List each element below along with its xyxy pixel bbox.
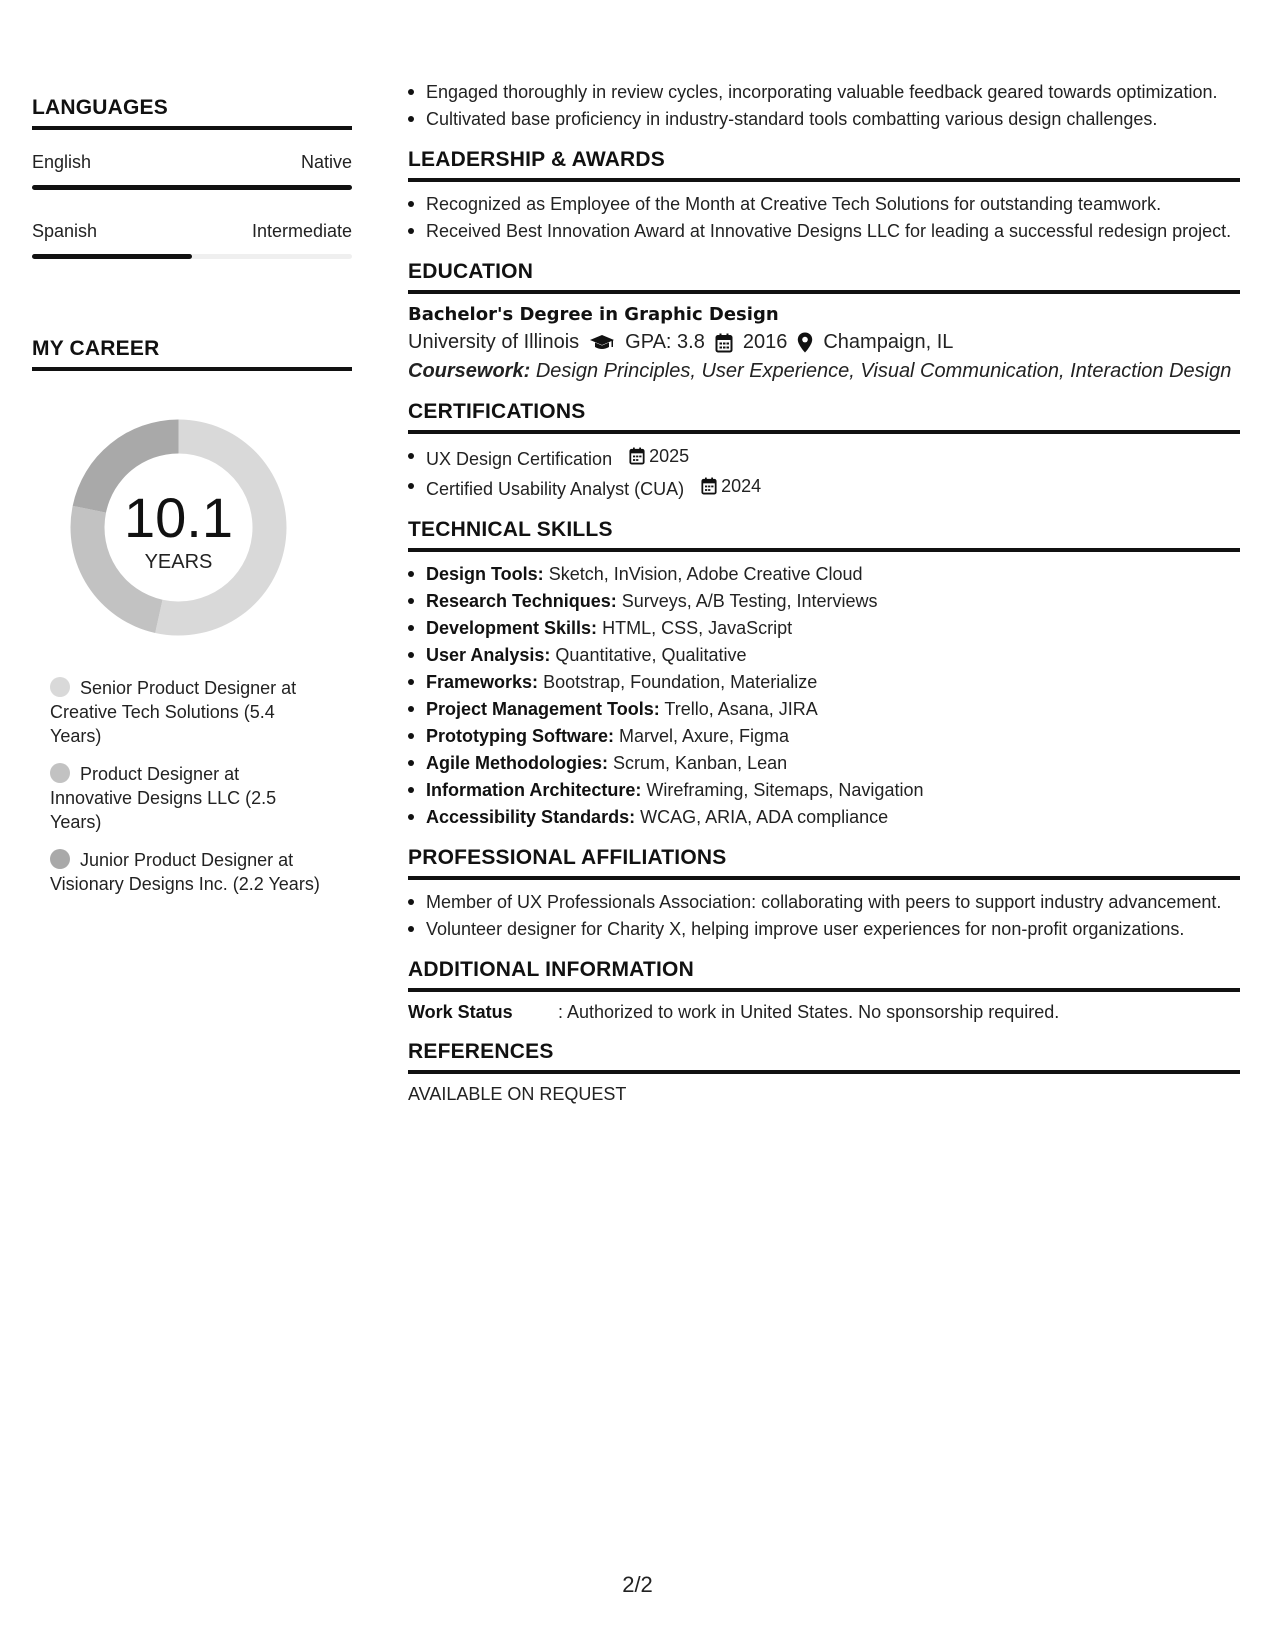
skill-value: Quantitative, Qualitative [555, 645, 747, 665]
calendar-icon [629, 447, 645, 465]
skills-section [408, 518, 1240, 829]
education-section [408, 260, 1240, 383]
career-years-unit: YEARS [144, 551, 213, 573]
references-text: AVAILABLE ON REQUEST [408, 1084, 627, 1104]
career-legend-item [50, 848, 320, 896]
certification-name: Certified Usability Analyst (CUA) [426, 479, 685, 499]
graduation-cap-icon [589, 333, 615, 353]
career-legend-label: Product Designer at Innovative Designs LLC (2.5 Years) [50, 764, 277, 832]
skill-item [408, 751, 1240, 775]
certifications-heading: CERTIFICATIONS [408, 400, 586, 423]
calendar-icon [715, 333, 733, 353]
work-status-value: : Authorized to work in United States. No sponsorship required. [558, 1002, 1060, 1022]
experience-bullets [408, 80, 1240, 131]
skill-label: Prototyping Software: [426, 726, 614, 746]
gpa: GPA: 3.8 [625, 331, 705, 353]
languages-heading: LANGUAGES [32, 96, 168, 119]
career-legend-item [50, 676, 320, 748]
legend-dot-icon [50, 763, 70, 783]
language-level: Native [300, 152, 352, 172]
section-divider [408, 290, 1240, 294]
list-item: Received Best Innovation Award at Innovative Designs LLC for leading a successful redesign project. [408, 219, 1240, 243]
list-item [408, 444, 1240, 471]
affiliations-heading: PROFESSIONAL AFFILIATIONS [408, 846, 727, 869]
language-item [32, 221, 352, 259]
section-divider [408, 876, 1240, 880]
language-bar [32, 185, 352, 190]
list-item: Volunteer designer for Charity X, helping improve user experiences for non-profit organizations. [408, 917, 1240, 941]
degree-title: Bachelor's Degree in Graphic Design [408, 304, 779, 325]
certification-date [701, 474, 761, 498]
school-location: Champaign, IL [823, 331, 954, 353]
list-item: Member of UX Professionals Association: collaborating with peers to support industry advancement. [408, 890, 1240, 914]
career-divider [32, 367, 352, 371]
language-bar-fill [32, 185, 352, 190]
work-status-label: Work Status [408, 1002, 513, 1022]
section-divider [408, 178, 1240, 182]
legend-dot-icon [50, 677, 70, 697]
references-section [408, 1040, 1240, 1105]
list-item: Cultivated base proficiency in industry-standard tools combatting various design challenges. [408, 107, 1240, 131]
leadership-section [408, 148, 1240, 243]
skill-item [408, 643, 1240, 667]
school-name: University of Illinois [408, 331, 580, 353]
skill-item [408, 562, 1240, 586]
languages-divider [32, 126, 352, 130]
skill-item [408, 724, 1240, 748]
coursework-label: Coursework: [408, 360, 531, 382]
skill-label: User Analysis: [426, 645, 551, 665]
skill-item [408, 589, 1240, 613]
skill-value: Bootstrap, Foundation, Materialize [543, 672, 818, 692]
skill-value: HTML, CSS, JavaScript [602, 618, 793, 638]
page-number: 2/2 [622, 1572, 653, 1597]
skill-label: Research Techniques: [426, 591, 617, 611]
career-legend-item [50, 762, 320, 834]
coursework [408, 360, 1240, 383]
skill-value: Sketch, InVision, Adobe Creative Cloud [548, 564, 863, 584]
skill-label: Agile Methodologies: [426, 753, 608, 773]
education-heading: EDUCATION [408, 260, 534, 283]
skill-item [408, 778, 1240, 802]
list-item [408, 474, 1240, 501]
section-divider [408, 1070, 1240, 1074]
skill-item [408, 805, 1240, 829]
skill-value: Scrum, Kanban, Lean [613, 753, 788, 773]
skill-label: Information Architecture: [426, 780, 642, 800]
skill-item [408, 670, 1240, 694]
language-name: Spanish [32, 221, 98, 241]
certification-year: 2024 [721, 476, 762, 496]
language-level: Intermediate [251, 221, 352, 241]
language-item [32, 152, 352, 190]
education-details [408, 331, 1240, 354]
skill-label: Frameworks: [426, 672, 539, 692]
affiliations-section [408, 846, 1240, 941]
skill-value: Wireframing, Sitemaps, Navigation [646, 780, 924, 800]
career-legend-label: Junior Product Designer at Visionary Designs Inc. (2.2 Years) [50, 850, 320, 894]
career-heading: MY CAREER [32, 337, 160, 360]
work-status [408, 1002, 1240, 1023]
section-divider [408, 430, 1240, 434]
career-legend [50, 676, 320, 910]
right-column [408, 80, 1240, 1105]
skills-heading: TECHNICAL SKILLS [408, 518, 613, 541]
additional-info-heading: ADDITIONAL INFORMATION [408, 958, 694, 981]
leadership-heading: LEADERSHIP & AWARDS [408, 148, 665, 171]
references-heading: REFERENCES [408, 1040, 554, 1063]
career-total-years: 10.1 [124, 486, 233, 549]
language-bar [32, 254, 352, 259]
certification-year: 2025 [649, 446, 690, 466]
skill-value: Surveys, A/B Testing, Interviews [621, 591, 878, 611]
language-name: English [32, 152, 92, 172]
skill-label: Accessibility Standards: [426, 807, 636, 827]
skill-value: WCAG, ARIA, ADA compliance [640, 807, 889, 827]
list-item: Engaged thoroughly in review cycles, incorporating valuable feedback geared towards optimization. [408, 80, 1240, 104]
skill-label: Design Tools: [426, 564, 544, 584]
calendar-icon [701, 477, 717, 495]
additional-info-section [408, 958, 1240, 1023]
legend-dot-icon [50, 849, 70, 869]
section-divider [408, 548, 1240, 552]
language-bar-fill [32, 254, 192, 259]
skill-value: Marvel, Axure, Figma [619, 726, 790, 746]
skill-item [408, 616, 1240, 640]
location-pin-icon [797, 332, 813, 353]
skill-value: Trello, Asana, JIRA [664, 699, 818, 719]
skill-label: Project Management Tools: [426, 699, 660, 719]
skill-item [408, 697, 1240, 721]
list-item: Recognized as Employee of the Month at Creative Tech Solutions for outstanding teamwork. [408, 192, 1240, 216]
certification-date [629, 444, 689, 468]
graduation-year: 2016 [742, 331, 788, 353]
certifications-section [408, 400, 1240, 501]
career-donut-center [66, 415, 291, 640]
career-legend-label: Senior Product Designer at Creative Tech Solutions (5.4 Years) [50, 678, 297, 746]
certification-name: UX Design Certification [426, 449, 613, 469]
skill-label: Development Skills: [426, 618, 598, 638]
section-divider [408, 988, 1240, 992]
coursework-list: Design Principles, User Experience, Visual Communication, Interaction Design [535, 360, 1232, 382]
